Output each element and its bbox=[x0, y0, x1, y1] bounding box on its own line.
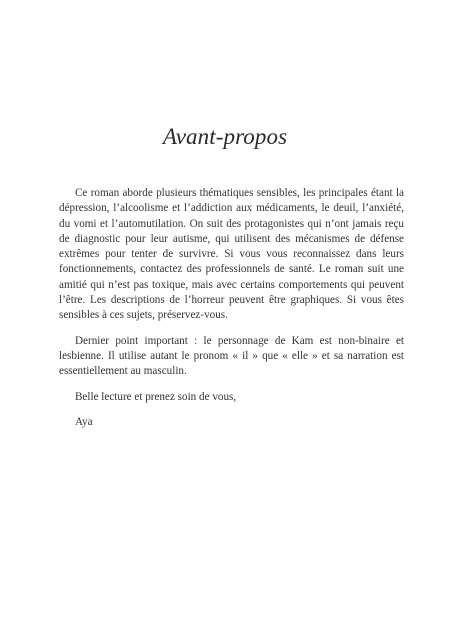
paragraph-closing: Belle lecture et prenez soin de vous, bbox=[75, 390, 237, 403]
author-signature: Aya bbox=[75, 415, 93, 428]
paragraph-character-note: Dernier point important : le personnage de Kam est non-binaire et lesbienne. Il utilise autant le pronom « il » que « elle » et sa narration est essentiellement au masculin. bbox=[59, 334, 404, 378]
page-title: Avant-propos bbox=[162, 124, 288, 149]
paragraph-content-warnings: Ce roman aborde plusieurs thématiques sensibles, les principales étant la dépression, l’alcoolisme et l’addiction aux médicaments, le deuil, l’anxiété, du vomi et l’automutilation. On suit des protagonistes qui n’ont jamais reçu de diagnostic pour leur autisme, qui utilisent des mécanismes de défense extrêmes pour tenter de survivre. Si vous vous reconnaissez dans leurs fonctionnements, contactez des professionnels de santé. Le roman suit une amitié qui n’est pas toxique, mais avec certains comportements qui peuvent l’être. Les descriptions de l’horreur peuvent être graphiques. Si vous êtes sensibles à ces sujets, préservez-vous. bbox=[59, 187, 404, 322]
foreword-body bbox=[59, 186, 404, 440]
